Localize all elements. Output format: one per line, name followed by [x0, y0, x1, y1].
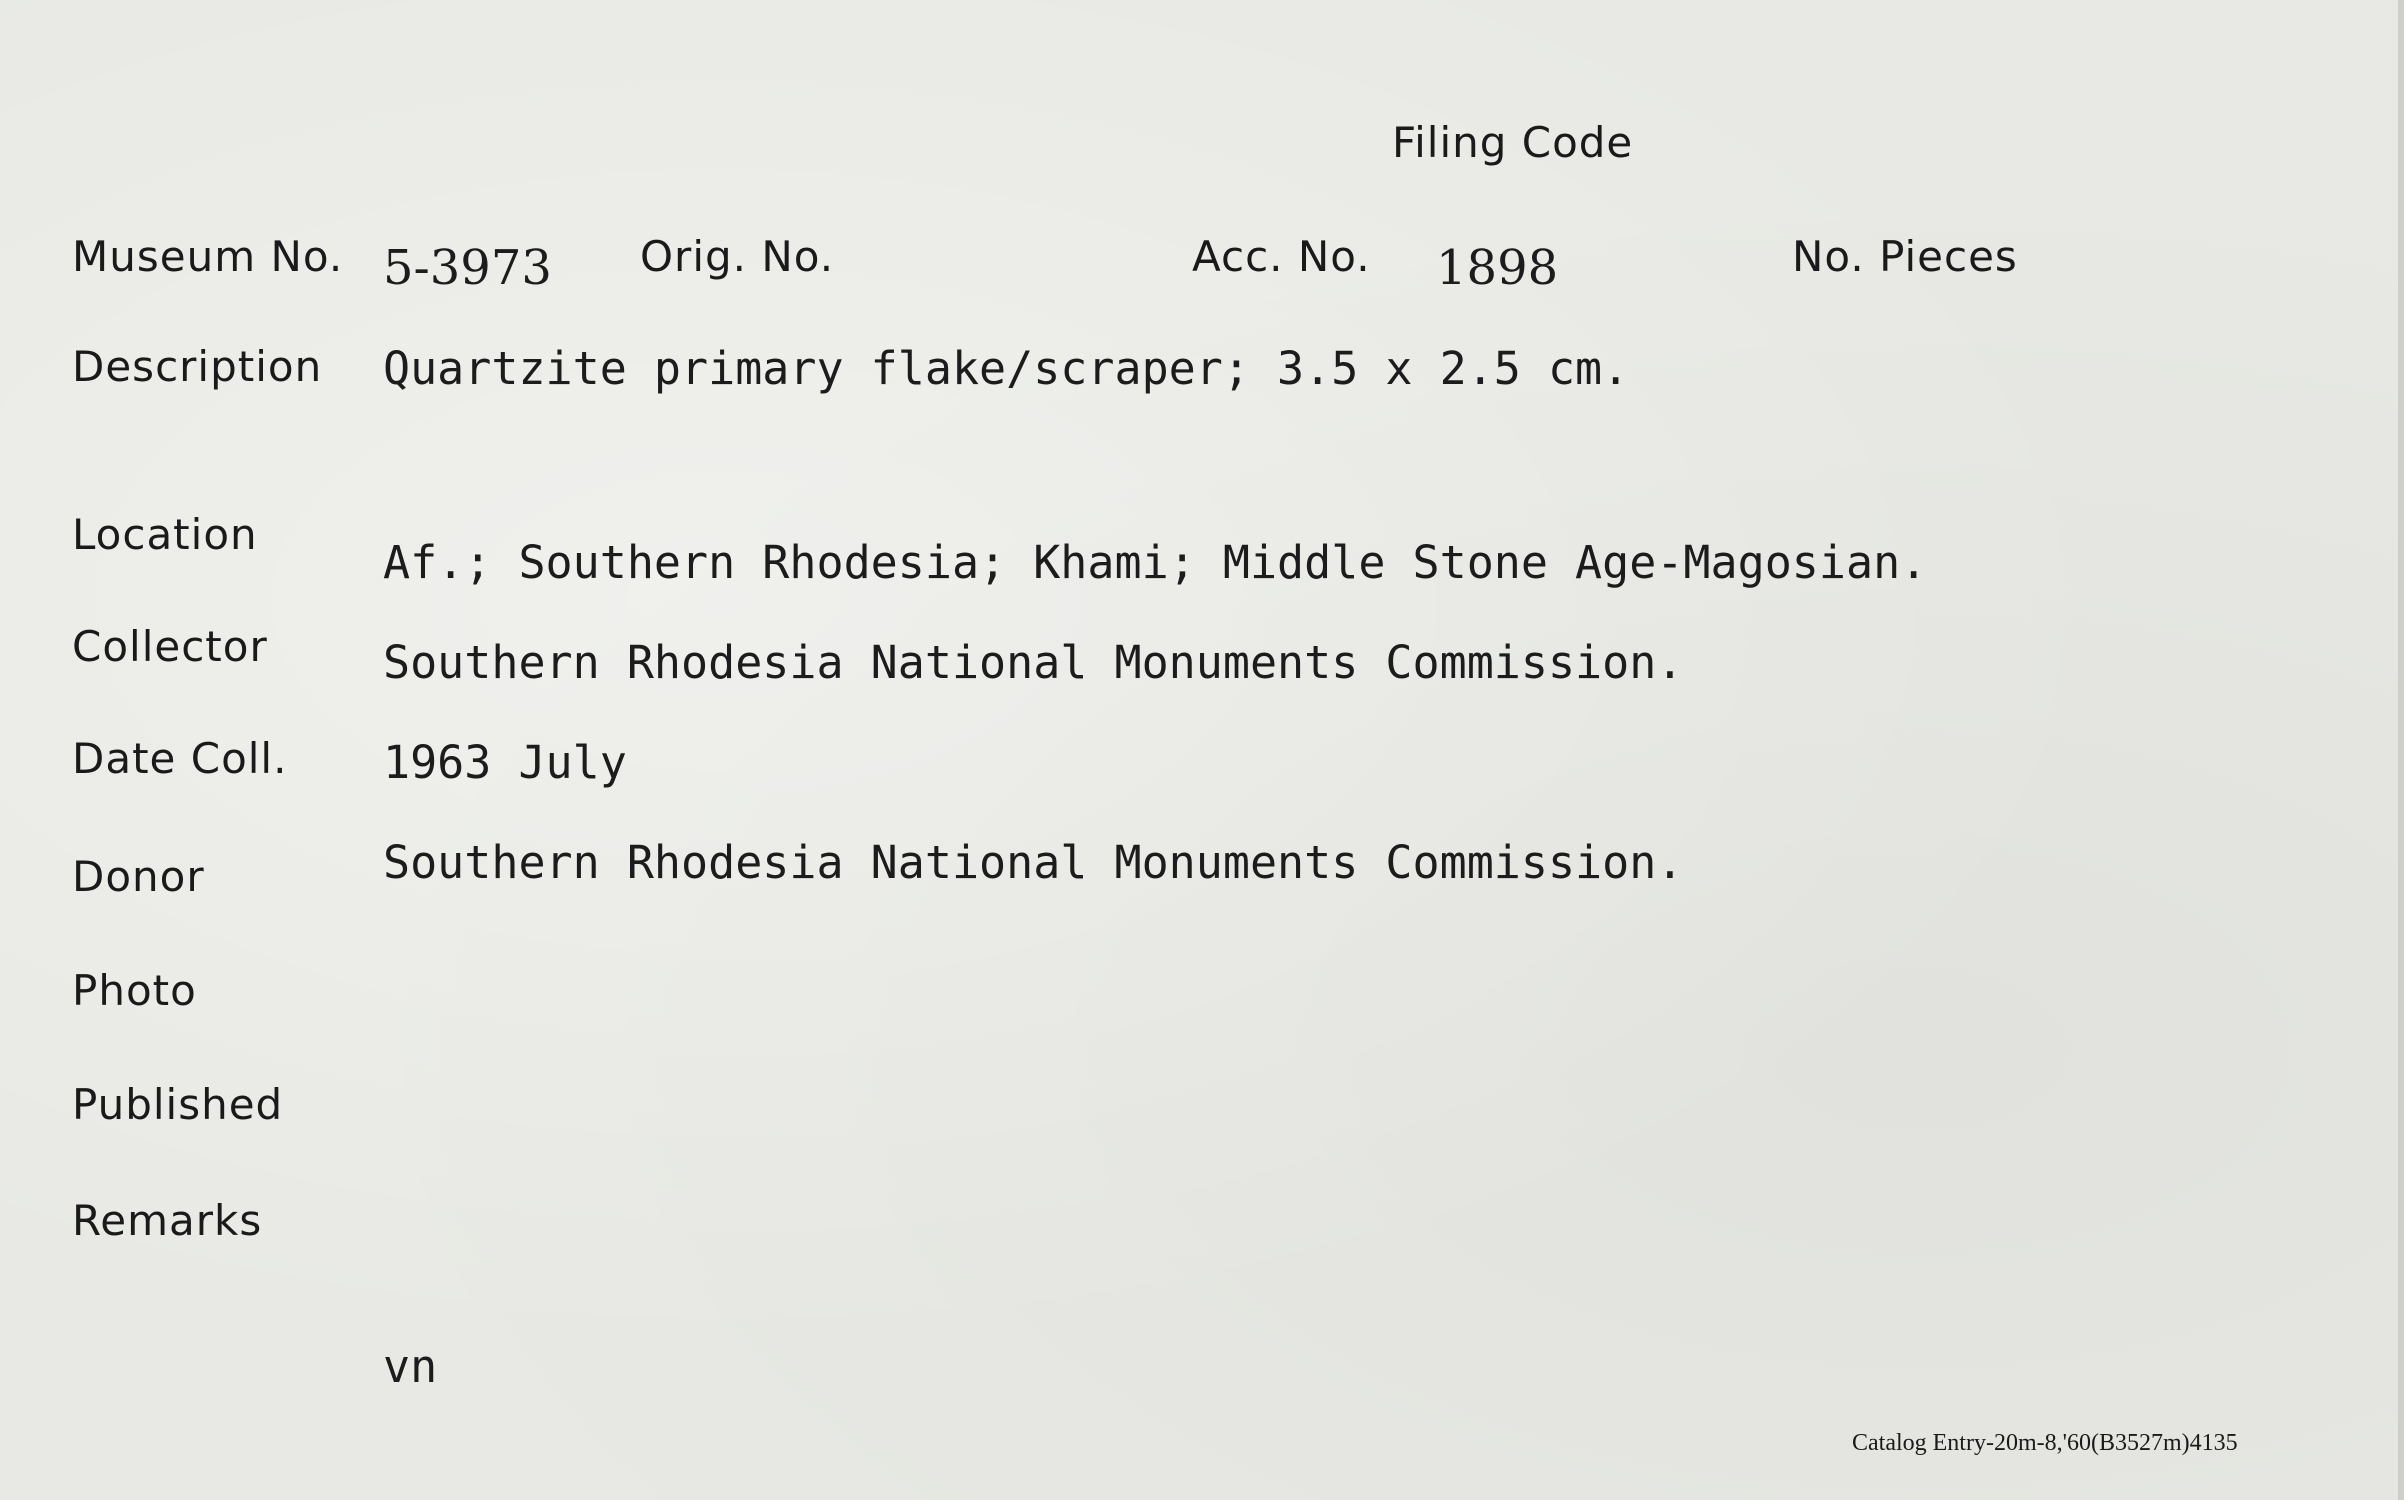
date-coll-value: 1963 July [383, 736, 627, 789]
initials: vn [383, 1340, 438, 1393]
published-label: Published [72, 1080, 284, 1129]
orig-no-label: Orig. No. [640, 232, 835, 281]
card-footer-print: Catalog Entry-20m-8,'60(B3527m)4135 [1852, 1430, 2238, 1456]
donor-value: Southern Rhodesia National Monuments Commission. [383, 836, 1684, 889]
remarks-label: Remarks [72, 1196, 263, 1245]
collector-value: Southern Rhodesia National Monuments Commission. [383, 636, 1684, 689]
location-label: Location [72, 510, 258, 559]
no-pieces-label: No. Pieces [1792, 232, 2018, 281]
donor-label: Donor [72, 852, 205, 901]
filing-code-label: Filing Code [1392, 118, 1634, 167]
acc-no-value: 1898 [1436, 240, 1559, 296]
location-value: Af.; Southern Rhodesia; Khami; Middle Stone Age-Magosian. [383, 536, 1928, 589]
photo-label: Photo [72, 966, 197, 1015]
museum-no-label: Museum No. [72, 232, 344, 281]
description-label: Description [72, 342, 323, 391]
collector-label: Collector [72, 622, 268, 671]
acc-no-label: Acc. No. [1192, 232, 1371, 281]
date-coll-label: Date Coll. [72, 734, 288, 783]
description-value: Quartzite primary flake/scraper; 3.5 x 2.5 cm. [383, 342, 1630, 395]
museum-no-value: 5-3973 [383, 240, 552, 296]
